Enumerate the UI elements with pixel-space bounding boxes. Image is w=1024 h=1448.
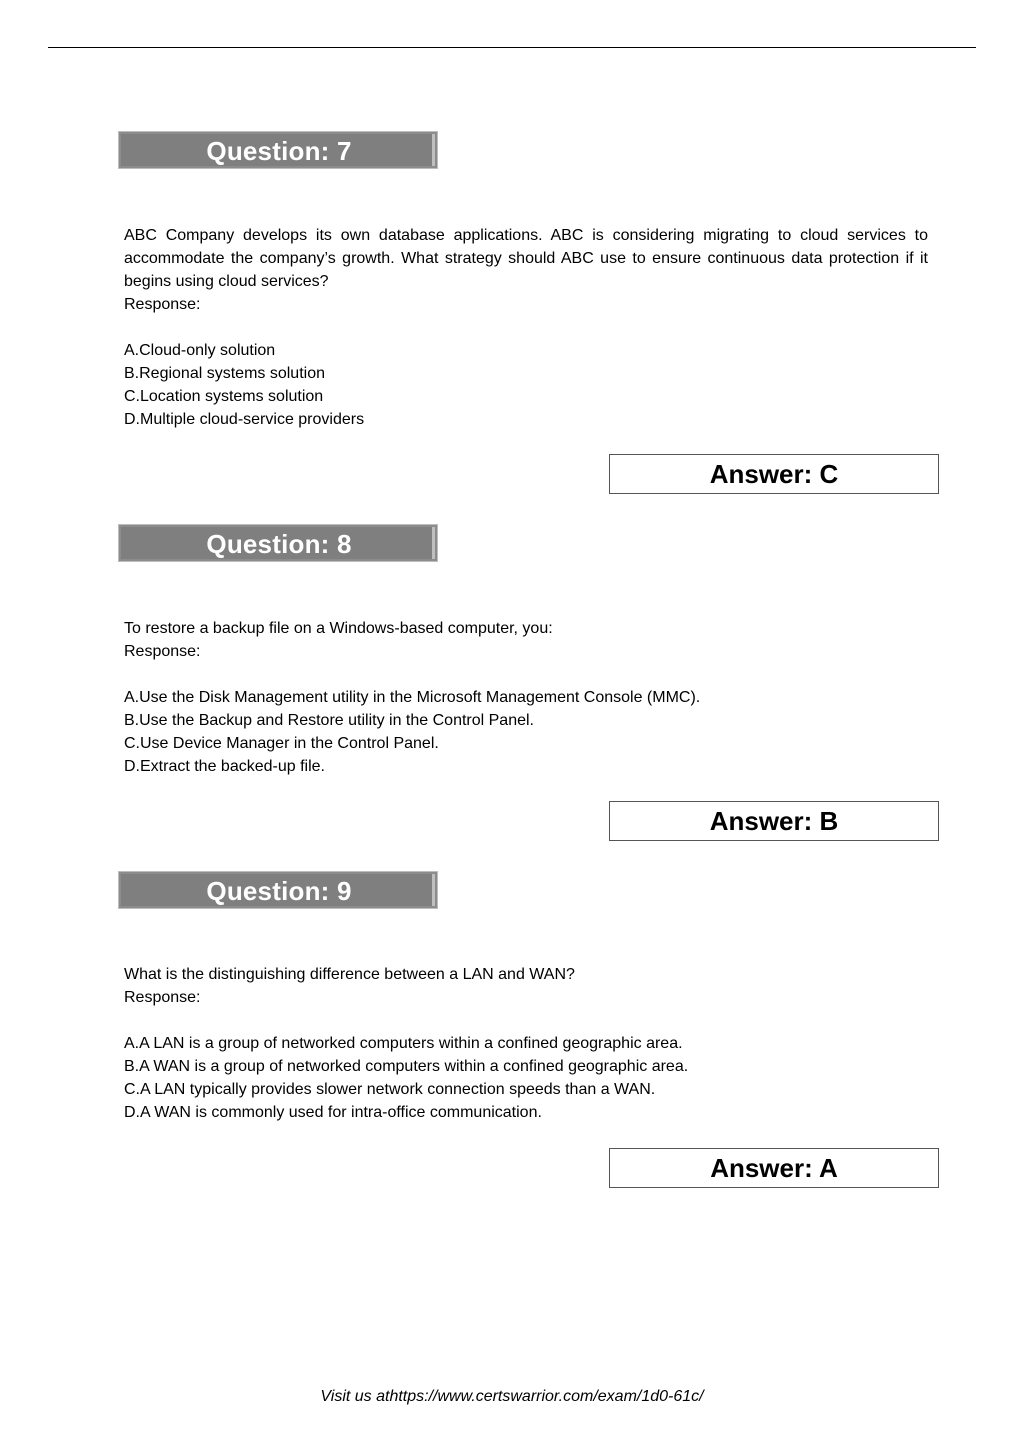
- question-body-9: [124, 963, 928, 1124]
- question-text: What is the distinguishing difference between a LAN and WAN?: [124, 966, 575, 983]
- option-a: A.Use the Disk Management utility in the Microsoft Management Console (MMC).: [124, 689, 701, 706]
- question-header-label: Question: 9: [206, 876, 352, 906]
- response-label: Response:: [124, 643, 201, 660]
- question-header-label: Question: 8: [206, 529, 352, 559]
- question-header-7: [118, 131, 438, 169]
- question-header-9: [118, 871, 438, 909]
- answer-box-8: [609, 801, 939, 841]
- answer-label: Answer: B: [709, 806, 839, 836]
- question-body-7: [124, 224, 928, 431]
- option-c: C.Location systems solution: [124, 388, 324, 405]
- option-c: C.Use Device Manager in the Control Panel.: [124, 735, 439, 752]
- option-c: C.A LAN typically provides slower network connection speeds than a WAN.: [124, 1081, 656, 1098]
- question-header-label: Question: 7: [206, 136, 352, 166]
- option-b: B.Use the Backup and Restore utility in the Control Panel.: [124, 712, 534, 729]
- option-d: D.Extract the backed-up file.: [124, 758, 325, 775]
- option-list: [124, 686, 928, 778]
- question-text: ABC Company develops its own database applications. ABC is considering migrating to cloud services to accommodate the company’s growth. What strategy should ABC use to ensure continuous data protection if it begins using cloud services?: [124, 227, 928, 290]
- response-label: Response:: [124, 989, 201, 1006]
- top-divider: [48, 47, 976, 48]
- footer-link-text[interactable]: Visit us athttps://www.certswarrior.com/exam/1d0-61c/: [320, 1388, 704, 1405]
- response-label: Response:: [124, 296, 201, 313]
- option-d: D.Multiple cloud-service providers: [124, 411, 365, 428]
- option-a: A.Cloud-only solution: [124, 342, 276, 359]
- answer-box-7: [609, 454, 939, 494]
- option-d: D.A WAN is commonly used for intra-office communication.: [124, 1104, 542, 1121]
- option-b: B.Regional systems solution: [124, 365, 325, 382]
- answer-label: Answer: A: [710, 1153, 838, 1183]
- question-text: To restore a backup file on a Windows-based computer, you:: [124, 620, 553, 637]
- option-list: [124, 1032, 928, 1124]
- option-list: [124, 339, 928, 431]
- option-b: B.A WAN is a group of networked computers within a confined geographic area.: [124, 1058, 689, 1075]
- answer-label: Answer: C: [709, 459, 839, 489]
- question-body-8: [124, 617, 928, 778]
- question-header-8: [118, 524, 438, 562]
- answer-box-9: [609, 1148, 939, 1188]
- option-a: A.A LAN is a group of networked computers within a confined geographic area.: [124, 1035, 683, 1052]
